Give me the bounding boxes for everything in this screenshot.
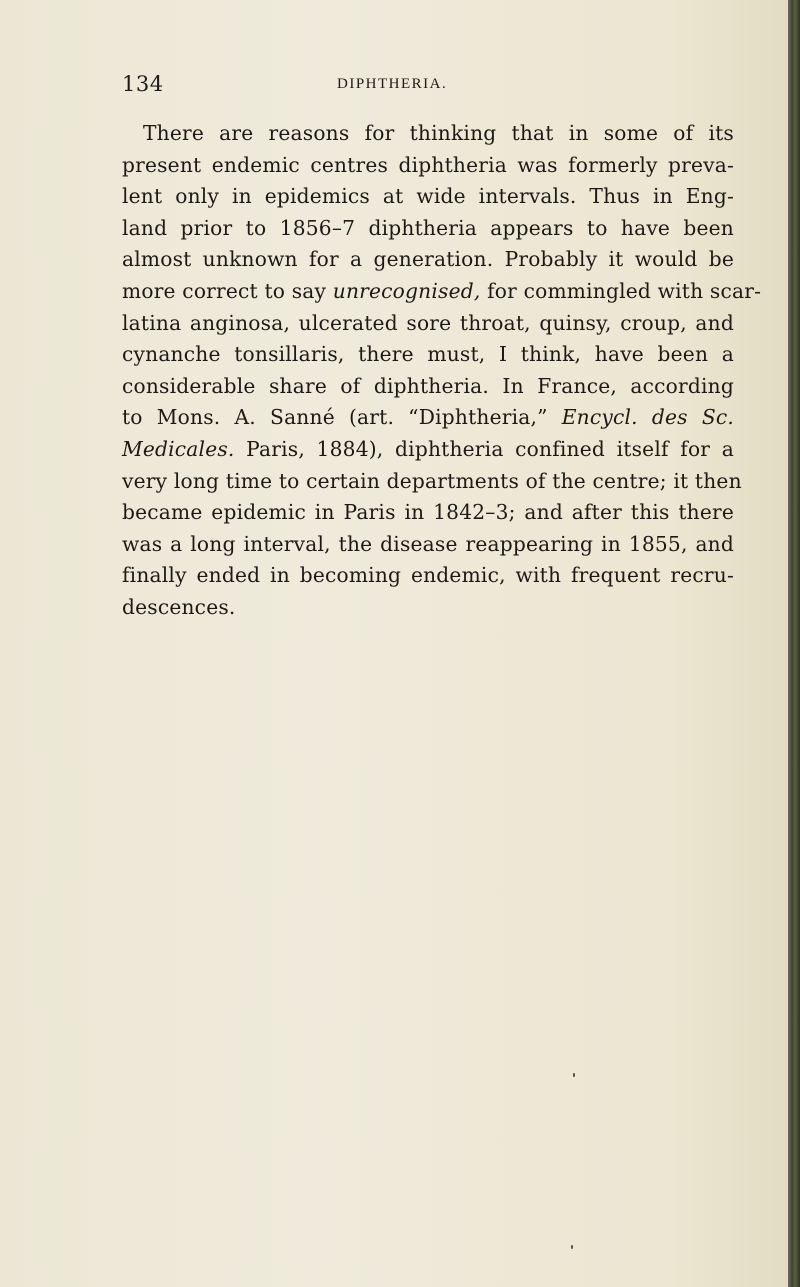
text-line: lent only in epidemics at wide intervals. Thus in Eng- [122, 184, 734, 209]
paper-speck [573, 1073, 575, 1077]
text-line: There are reasons for thinking that in some of its [143, 121, 734, 145]
text-line [122, 276, 762, 308]
text-line: descences. [122, 594, 236, 619]
text-line: almost unknown for a generation. Probably it would be [122, 247, 734, 272]
text-line: present endemic centres diphtheria was formerly preva- [122, 152, 734, 177]
running-head [122, 72, 732, 102]
text-line: became epidemic in Paris in 1842–3; and after this there [122, 500, 734, 525]
text-line [122, 434, 734, 466]
text-line: was a long interval, the disease reappearing in 1855, and [122, 531, 734, 556]
text-line [122, 402, 734, 434]
text-line: latina anginosa, ulcerated sore throat, quinsy, croup, and [122, 310, 734, 335]
text-line: cynanche tonsillaris, there must, I think, have been a [122, 342, 734, 367]
text-segment: Paris, 1884), diphtheria confined itself for a [234, 436, 734, 461]
text-line: land prior to 1856–7 diphtheria appears to have been [122, 215, 734, 240]
text-segment: to Mons. A. Sanné (art. “Diphtheria,” [122, 405, 562, 430]
text-segment: for commingled with scar- [480, 278, 762, 303]
text-line: very long time to certain departments of the centre; it then [122, 468, 742, 493]
paper-speck [571, 1245, 573, 1249]
italic-citation: Medicales. [122, 436, 235, 461]
binding-edge [788, 0, 800, 1287]
text-line: finally ended in becoming endemic, with frequent recru- [122, 563, 734, 588]
text-line: considerable share of diphtheria. In France, according [122, 373, 734, 398]
text-segment: more correct to say [122, 278, 333, 303]
page-number: 134 [122, 72, 164, 96]
italic-term: unrecognised, [332, 278, 481, 303]
chapter-title: DIPHTHERIA. [337, 76, 448, 92]
body-paragraph [122, 118, 762, 624]
italic-citation: Encycl. des Sc. [561, 405, 735, 430]
